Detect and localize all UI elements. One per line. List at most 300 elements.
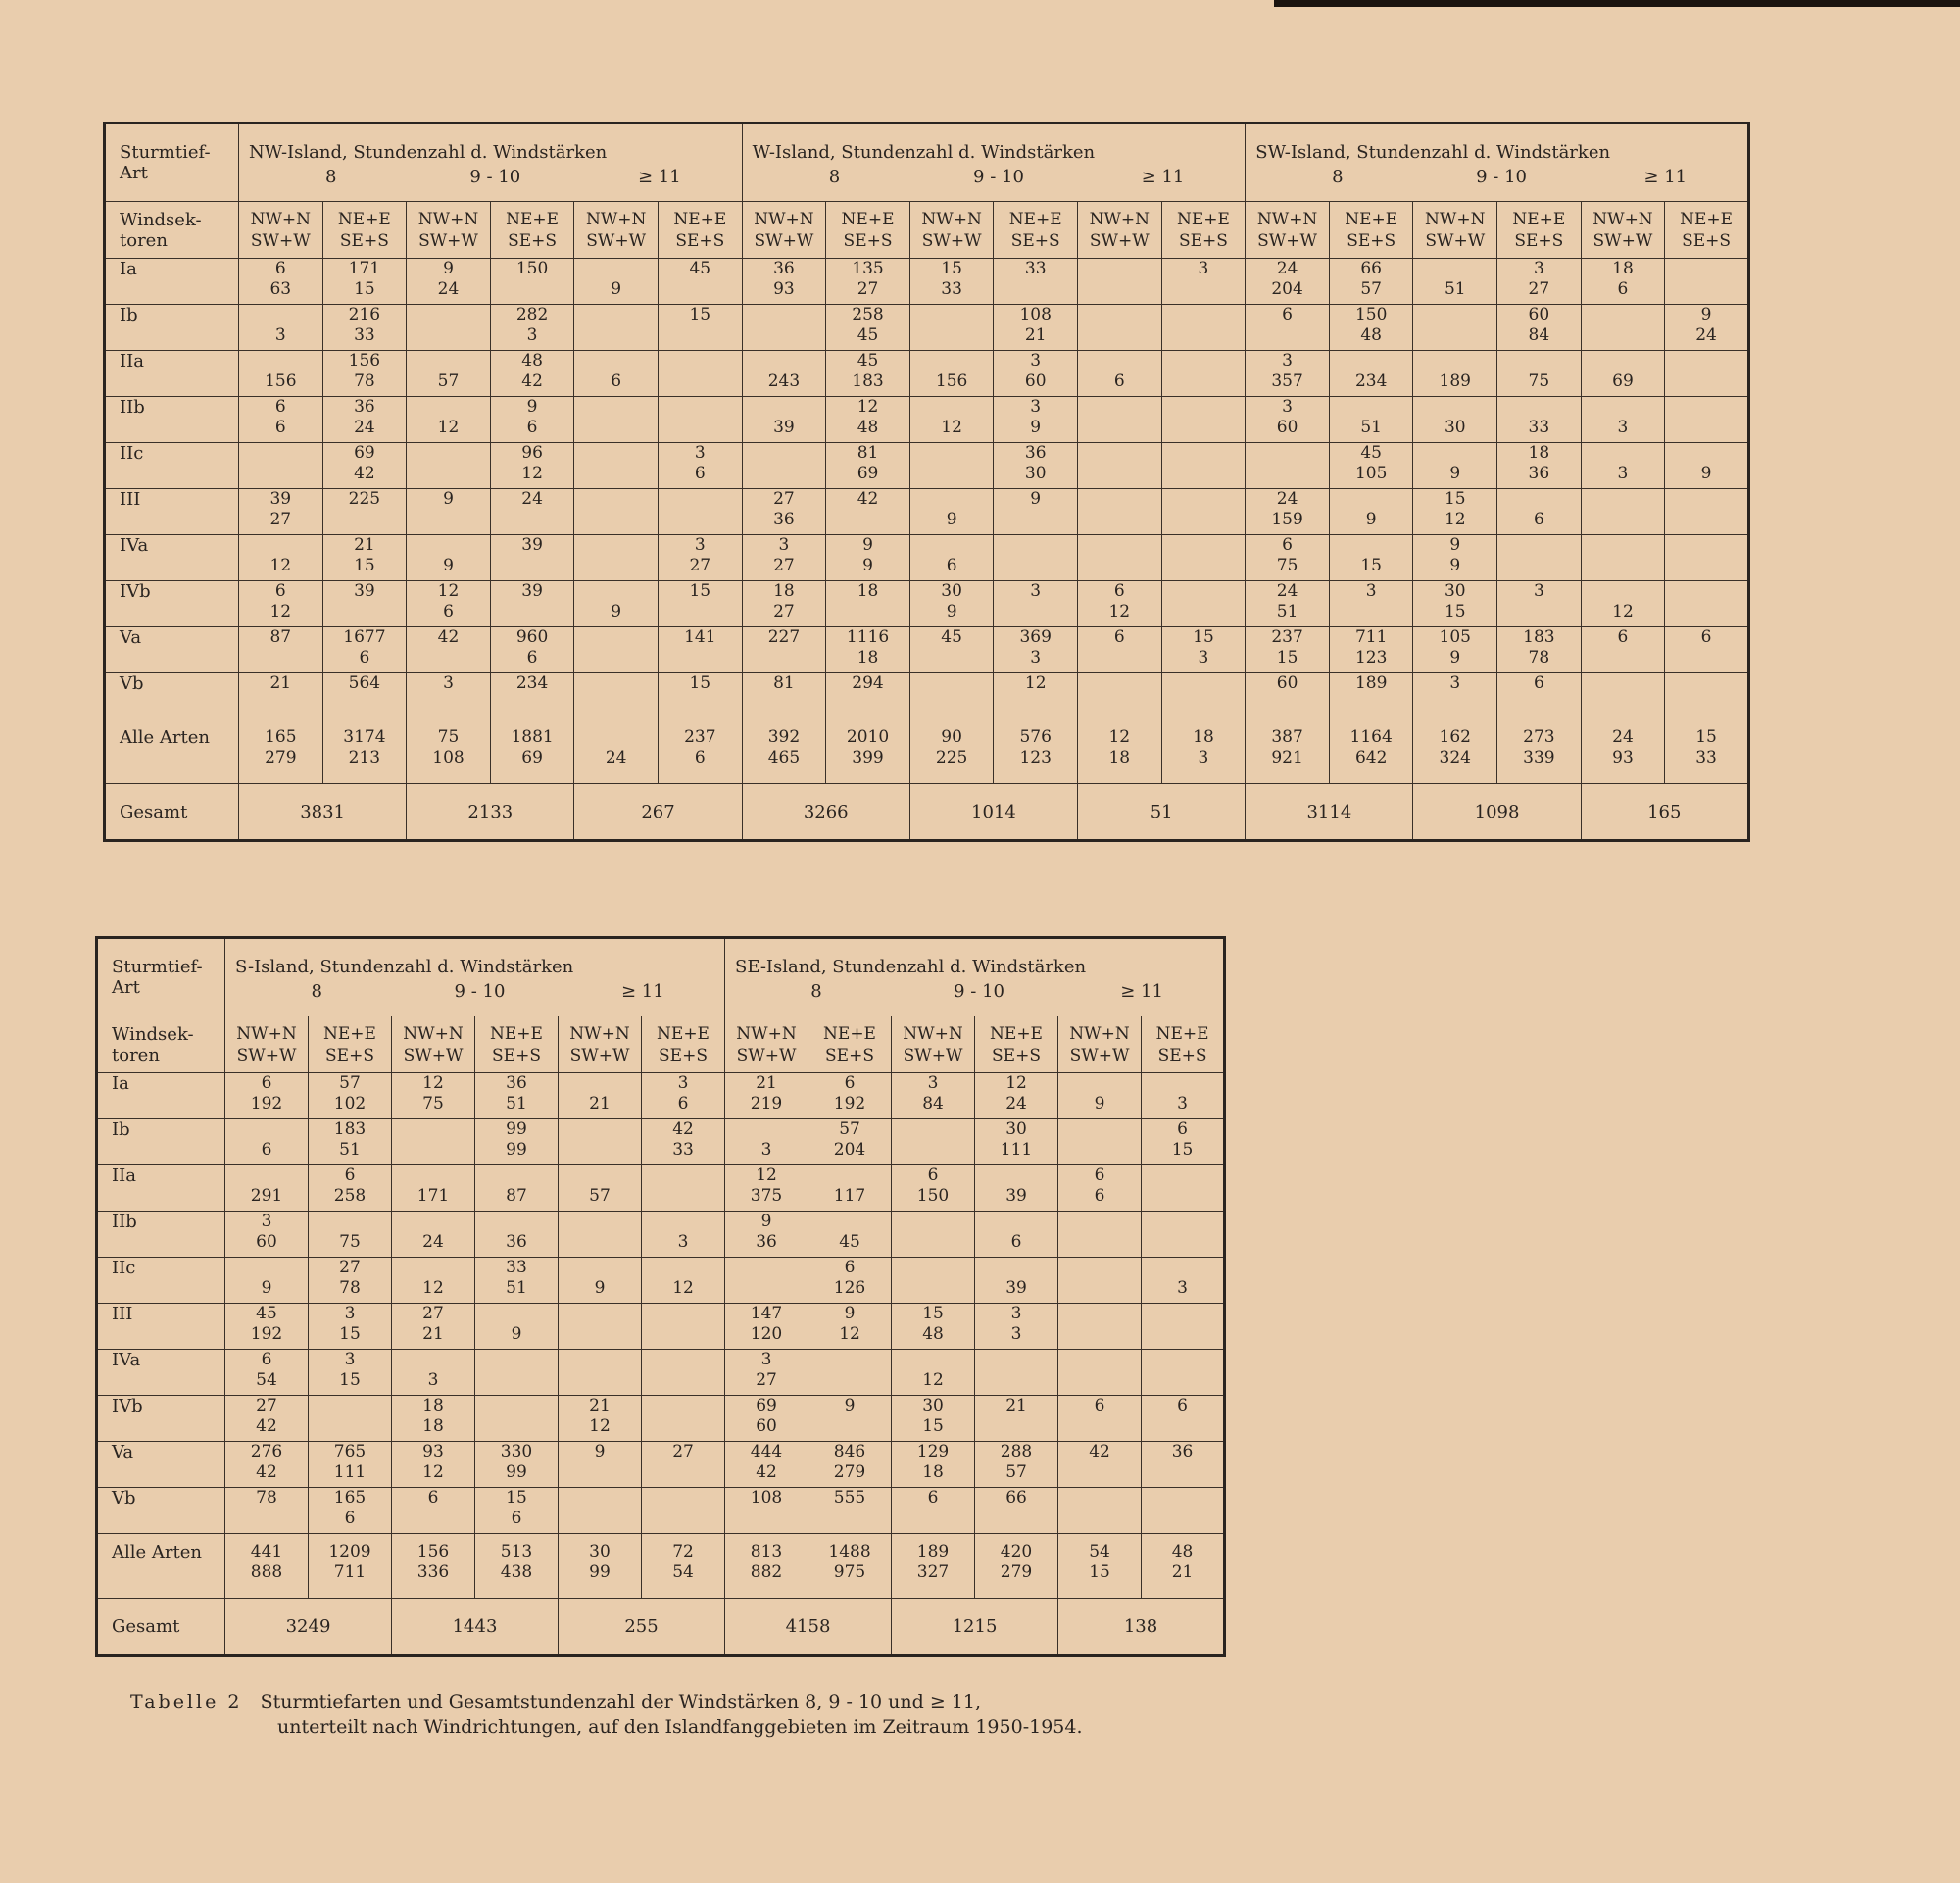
cell-value-upper: 30 [1444, 581, 1466, 601]
cell-values [559, 1542, 641, 1583]
cell-value-lower [407, 464, 490, 484]
cell-value-upper [225, 1119, 308, 1140]
table-cell [1058, 1350, 1142, 1396]
cell-value-lower [808, 1370, 891, 1391]
cell-values [1162, 397, 1246, 438]
total-row [97, 1534, 1225, 1599]
table-cell [1058, 1258, 1142, 1304]
table-cell [1329, 351, 1413, 397]
cell-values [392, 1119, 474, 1161]
table-cell [322, 719, 407, 784]
cell-values [1665, 305, 1747, 346]
cell-values [1246, 727, 1329, 768]
cell-value-lower: 57 [589, 1186, 611, 1206]
cell-value-lower: 36 [1528, 464, 1550, 483]
table-cell [1665, 305, 1749, 351]
cell-value-lower: 6 [694, 464, 706, 483]
table-cell [1246, 259, 1330, 305]
table-cell [725, 1165, 808, 1212]
cell-value-upper: 81 [857, 443, 879, 463]
cell-value-lower: 9 [594, 1278, 606, 1298]
cell-value-lower: 3 [1198, 748, 1209, 768]
cell-values [1665, 627, 1747, 669]
cell-values [1497, 489, 1581, 530]
cell-value-upper: 66 [1360, 259, 1382, 278]
cell-value-upper: 12 [857, 397, 879, 417]
table-cell [742, 535, 826, 581]
table-cell [1581, 397, 1665, 443]
direction-line: NW+N [403, 1023, 464, 1044]
cell-values [407, 489, 490, 530]
cell-value-lower [994, 556, 1077, 576]
cell-values [1665, 259, 1747, 300]
cell-value-upper: 15 [689, 581, 711, 601]
cell-values [1162, 627, 1246, 669]
table-cell [1161, 627, 1246, 673]
cell-values [725, 1304, 808, 1345]
storm-table-south [95, 936, 1226, 1657]
cell-value-upper: 60 [1528, 305, 1550, 324]
cell-values [475, 1396, 558, 1437]
table-cell [559, 1534, 642, 1599]
cell-values [642, 1258, 724, 1299]
table-cell [1246, 443, 1330, 489]
cell-values [574, 627, 658, 669]
cell-value-lower [239, 648, 322, 669]
cell-value-upper [910, 535, 994, 556]
cell-value-lower [743, 694, 826, 715]
cell-value-upper: 3 [261, 1212, 272, 1231]
cell-value-upper: 48 [1171, 1542, 1194, 1561]
table-cell [225, 1119, 309, 1165]
cell-value-upper [225, 1258, 308, 1278]
cell-value-upper [1142, 1350, 1223, 1370]
cell-value-upper [642, 1212, 724, 1232]
cell-value-lower [1058, 1416, 1141, 1437]
strength-subheads [1255, 167, 1747, 187]
cell-value-upper: 576 [1019, 727, 1052, 747]
cell-value-upper: 6 [1282, 305, 1293, 324]
table-cell [225, 1350, 309, 1396]
cell-value-lower: 9 [862, 556, 873, 575]
cell-value-upper [407, 397, 490, 418]
table-cell [322, 581, 407, 627]
row-label: IIa [97, 1165, 225, 1212]
cell-value-lower: 33 [941, 279, 962, 299]
cell-value-lower [1058, 1509, 1141, 1529]
table-cell [1142, 1534, 1225, 1599]
table-row [97, 1304, 1225, 1350]
cell-values [892, 1488, 974, 1529]
cell-values [659, 305, 742, 346]
table-cell [309, 1258, 392, 1304]
cell-values [491, 627, 574, 669]
table-cell [574, 443, 659, 489]
cell-values [975, 1119, 1057, 1161]
cell-value-upper [559, 1212, 641, 1232]
table-cell [392, 1073, 475, 1119]
cell-value-lower [1142, 1462, 1223, 1483]
cell-value-upper [1078, 351, 1161, 372]
table-cell [322, 305, 407, 351]
direction-line: NW+N [1256, 209, 1318, 229]
direction-header [1246, 202, 1330, 259]
table-cell [309, 1350, 392, 1396]
cell-value-lower: 6 [526, 418, 538, 437]
cell-value-lower: 33 [1695, 748, 1717, 768]
cell-value-lower [323, 602, 407, 622]
cell-value-upper [1413, 305, 1496, 325]
table-cell [808, 1304, 892, 1350]
direction-header [1665, 202, 1749, 259]
cell-value-lower: 27 [773, 602, 795, 621]
cell-value-upper: 1677 [343, 627, 386, 647]
cell-value-upper [1162, 397, 1246, 418]
cell-values [1413, 259, 1496, 300]
table-cell [658, 351, 742, 397]
cell-value-upper: 135 [852, 259, 884, 278]
direction-line: NE+E [1680, 209, 1734, 229]
cell-value-upper: 3 [927, 1073, 939, 1093]
cell-values [892, 1542, 974, 1583]
cell-values [892, 1304, 974, 1345]
cell-values [910, 397, 994, 438]
corner-top-label: Sturmtief-Art [97, 938, 225, 1016]
table-cell [909, 535, 994, 581]
table-cell [808, 1073, 892, 1119]
cell-values [491, 351, 574, 392]
strength-label: ≥ 11 [638, 167, 681, 187]
cell-value-upper [1665, 535, 1747, 556]
row-label: Ib [105, 305, 239, 351]
cell-value-lower [659, 602, 742, 622]
cell-value-upper: 237 [1271, 627, 1303, 647]
table-cell [642, 1258, 725, 1304]
cell-value-upper: 15 [1444, 489, 1466, 509]
cell-value-lower [659, 279, 742, 300]
cell-value-upper: 30 [922, 1396, 944, 1415]
table-cell [1058, 1396, 1142, 1442]
cell-values [1142, 1442, 1223, 1483]
cell-value-upper [642, 1488, 724, 1509]
cell-values [309, 1542, 391, 1583]
cell-value-upper [1142, 1258, 1223, 1278]
cell-value-upper [225, 1165, 308, 1186]
direction-line: NE+E [506, 209, 560, 229]
table-cell [1665, 397, 1749, 443]
cell-value-lower: 213 [348, 748, 381, 768]
cell-value-lower: 192 [833, 1094, 866, 1114]
table-cell [1413, 581, 1497, 627]
direction-header [490, 202, 574, 259]
cell-values [1413, 397, 1496, 438]
strength-label: ≥ 11 [620, 981, 664, 1002]
cell-values [743, 627, 826, 669]
cell-value-lower: 6 [694, 748, 706, 768]
table-cell [1078, 305, 1162, 351]
cell-values [392, 1488, 474, 1529]
cell-value-lower [1162, 556, 1246, 576]
cell-values [1142, 1119, 1223, 1161]
cell-values [1142, 1396, 1223, 1437]
cell-value-lower [642, 1186, 724, 1207]
table-cell [658, 259, 742, 305]
cell-value-lower [559, 1140, 641, 1161]
cell-values [239, 259, 322, 300]
cell-value-upper: 9 [862, 535, 873, 555]
table-cell [1329, 719, 1413, 784]
cell-value-lower [975, 1509, 1057, 1529]
cell-values [475, 1304, 558, 1345]
cell-value-lower: 21 [1171, 1562, 1194, 1582]
gesamt-value: 267 [574, 784, 742, 841]
cell-values [826, 581, 909, 622]
cell-values [392, 1396, 474, 1437]
table-cell [909, 719, 994, 784]
cell-value-lower: 9 [1700, 464, 1712, 483]
cell-values [574, 489, 658, 530]
cell-values [826, 727, 909, 768]
cell-value-lower: 6 [526, 648, 538, 668]
cell-value-lower: 120 [750, 1324, 783, 1344]
table-cell [725, 1212, 808, 1258]
cell-values [808, 1542, 891, 1583]
table-cell [1413, 259, 1497, 305]
table-cell [808, 1350, 892, 1396]
table-cell [1665, 351, 1749, 397]
table-cell [239, 351, 323, 397]
direction-line: NE+E [1512, 209, 1566, 229]
cell-value-lower: 75 [422, 1094, 444, 1114]
cell-values [323, 397, 407, 438]
gesamt-value: 1098 [1413, 784, 1581, 841]
table-cell [309, 1212, 392, 1258]
cell-value-lower [725, 1278, 808, 1299]
cell-value-lower [574, 418, 658, 438]
cell-value-lower [725, 1509, 808, 1529]
cell-value-upper: 3 [1533, 259, 1544, 278]
cell-value-lower: 3 [1617, 418, 1629, 437]
cell-value-upper [1162, 351, 1246, 372]
cell-value-lower [826, 694, 909, 715]
cell-value-lower: 111 [1000, 1140, 1033, 1160]
direction-line: NE+E [1155, 1023, 1209, 1044]
table-cell [1078, 259, 1162, 305]
cell-value-upper [1497, 397, 1581, 418]
cell-values [309, 1350, 391, 1391]
region-title: W-Island, Stundenzahl d. Windstärken [752, 142, 1096, 163]
cell-values [743, 259, 826, 300]
cell-value-lower: 9 [1030, 418, 1042, 437]
cell-value-upper: 1488 [828, 1542, 871, 1561]
direction-line: SW+W [236, 1045, 297, 1065]
direction-line: SE+S [675, 230, 725, 251]
cell-values [1246, 535, 1329, 576]
cell-values [475, 1119, 558, 1161]
cell-values [1582, 305, 1665, 346]
cell-value-lower [1142, 1509, 1223, 1529]
cell-value-lower: 642 [1354, 748, 1388, 768]
gesamt-value: 51 [1078, 784, 1246, 841]
table-cell [642, 1442, 725, 1488]
direction-header [826, 202, 910, 259]
cell-value-upper: 93 [422, 1442, 444, 1462]
cell-value-lower: 24 [354, 418, 375, 437]
cell-value-lower: 39 [1005, 1186, 1027, 1206]
table-cell [1413, 673, 1497, 719]
cell-value-lower [491, 510, 574, 530]
cell-value-lower: 3 [1030, 648, 1042, 668]
cell-value-upper [1058, 1488, 1141, 1509]
cell-value-upper: 6 [274, 259, 286, 278]
cell-value-lower [574, 556, 658, 576]
cell-value-lower [1665, 602, 1747, 622]
table-cell [1078, 397, 1162, 443]
direction-line: NE+E [657, 1023, 710, 1044]
cell-value-lower [1078, 694, 1161, 715]
cell-value-lower: 75 [1276, 556, 1298, 575]
cell-value-upper [910, 443, 994, 464]
cell-values [309, 1073, 391, 1115]
cell-value-upper [1582, 489, 1665, 510]
cell-value-upper [392, 1165, 474, 1186]
table-cell [742, 397, 826, 443]
cell-value-upper: 87 [270, 627, 292, 647]
cell-value-lower: 6 [1094, 1186, 1105, 1206]
cell-value-upper: 69 [354, 443, 375, 463]
table-caption [130, 1689, 1083, 1740]
cell-values [743, 535, 826, 576]
table-cell [225, 1488, 309, 1534]
table-cell [1142, 1396, 1225, 1442]
table-cell [322, 673, 407, 719]
cell-value-upper: 18 [1193, 727, 1214, 747]
cell-values [743, 305, 826, 346]
strength-label: 8 [325, 167, 337, 187]
table-cell [559, 1119, 642, 1165]
cell-value-lower [1162, 602, 1246, 622]
cell-value-lower [1497, 556, 1581, 576]
table-cell [826, 443, 910, 489]
cell-value-upper: 165 [333, 1488, 367, 1508]
cell-values [808, 1304, 891, 1345]
cell-values [1665, 727, 1747, 768]
cell-values [225, 1396, 308, 1437]
cell-value-lower: 15 [354, 279, 375, 299]
table-cell [808, 1396, 892, 1442]
cell-value-upper: 33 [1024, 259, 1047, 278]
cell-values [994, 535, 1077, 576]
cell-value-lower [743, 464, 826, 484]
cell-value-lower [1665, 694, 1747, 715]
cell-value-upper [1058, 1304, 1141, 1324]
cell-value-upper: 183 [1523, 627, 1555, 647]
table-row [105, 489, 1749, 535]
cell-value-upper: 330 [500, 1442, 533, 1462]
region-title: S-Island, Stundenzahl d. Windstärken [235, 957, 574, 977]
direction-line: NE+E [841, 209, 895, 229]
direction-line: SW+W [903, 1045, 963, 1065]
cell-value-lower: 30 [1444, 418, 1466, 437]
row-label: IIa [105, 351, 239, 397]
table-cell [975, 1350, 1058, 1396]
cell-value-lower [1078, 279, 1161, 300]
cell-value-upper: 813 [750, 1542, 783, 1561]
table-row [105, 305, 1749, 351]
cell-value-lower: 24 [605, 748, 627, 768]
table-cell [1058, 1212, 1142, 1258]
cell-values [892, 1073, 974, 1115]
cell-values [1582, 259, 1665, 300]
cell-value-lower [892, 1509, 974, 1529]
cell-value-upper [239, 535, 322, 556]
cell-value-lower [1246, 325, 1329, 346]
table-cell [658, 719, 742, 784]
cell-value-upper [808, 1165, 891, 1186]
cell-value-lower: 54 [672, 1562, 694, 1582]
cell-value-lower [642, 1324, 724, 1345]
cell-values [642, 1119, 724, 1161]
cell-value-lower: 9 [261, 1278, 272, 1298]
direction-line: NE+E [1176, 209, 1230, 229]
table-cell [309, 1119, 392, 1165]
gesamt-value: 3831 [239, 784, 407, 841]
row-label: III [105, 489, 239, 535]
cell-value-lower [559, 1370, 641, 1391]
cell-values [225, 1165, 308, 1207]
cell-values [225, 1258, 308, 1299]
table-cell [658, 489, 742, 535]
direction-header [1413, 202, 1497, 259]
cell-value-upper [1413, 259, 1496, 279]
cell-value-upper: 3 [694, 535, 706, 555]
cell-values [239, 489, 322, 530]
cell-value-lower: 12 [941, 418, 962, 437]
direction-header [475, 1016, 559, 1073]
cell-value-lower [642, 1416, 724, 1437]
table-cell [392, 1119, 475, 1165]
cell-value-lower: 33 [672, 1140, 694, 1160]
cell-values [309, 1304, 391, 1345]
cell-values [808, 1119, 891, 1161]
table-cell [1078, 351, 1162, 397]
cell-value-upper [392, 1212, 474, 1232]
table-cell [574, 719, 659, 784]
table-cell [742, 581, 826, 627]
cell-values [309, 1258, 391, 1299]
cell-value-lower: 204 [833, 1140, 866, 1160]
cell-value-upper: 39 [521, 535, 543, 555]
direction-header [642, 1016, 725, 1073]
cell-value-upper [892, 1212, 974, 1232]
cell-values [642, 1212, 724, 1253]
direction-line: NE+E [673, 209, 727, 229]
cell-values [407, 581, 490, 622]
cell-value-lower [1058, 1370, 1141, 1391]
cell-value-upper [1665, 489, 1747, 510]
table-cell [225, 1212, 309, 1258]
table-cell [994, 673, 1078, 719]
table-cell [1497, 719, 1582, 784]
cell-values [743, 727, 826, 768]
table-cell [1665, 259, 1749, 305]
table-cell [742, 673, 826, 719]
cell-value-upper [1582, 443, 1665, 464]
cell-values [559, 1258, 641, 1299]
cell-value-lower: 51 [506, 1278, 527, 1298]
gesamt-label: Gesamt [97, 1599, 225, 1656]
cell-value-lower [910, 325, 994, 346]
